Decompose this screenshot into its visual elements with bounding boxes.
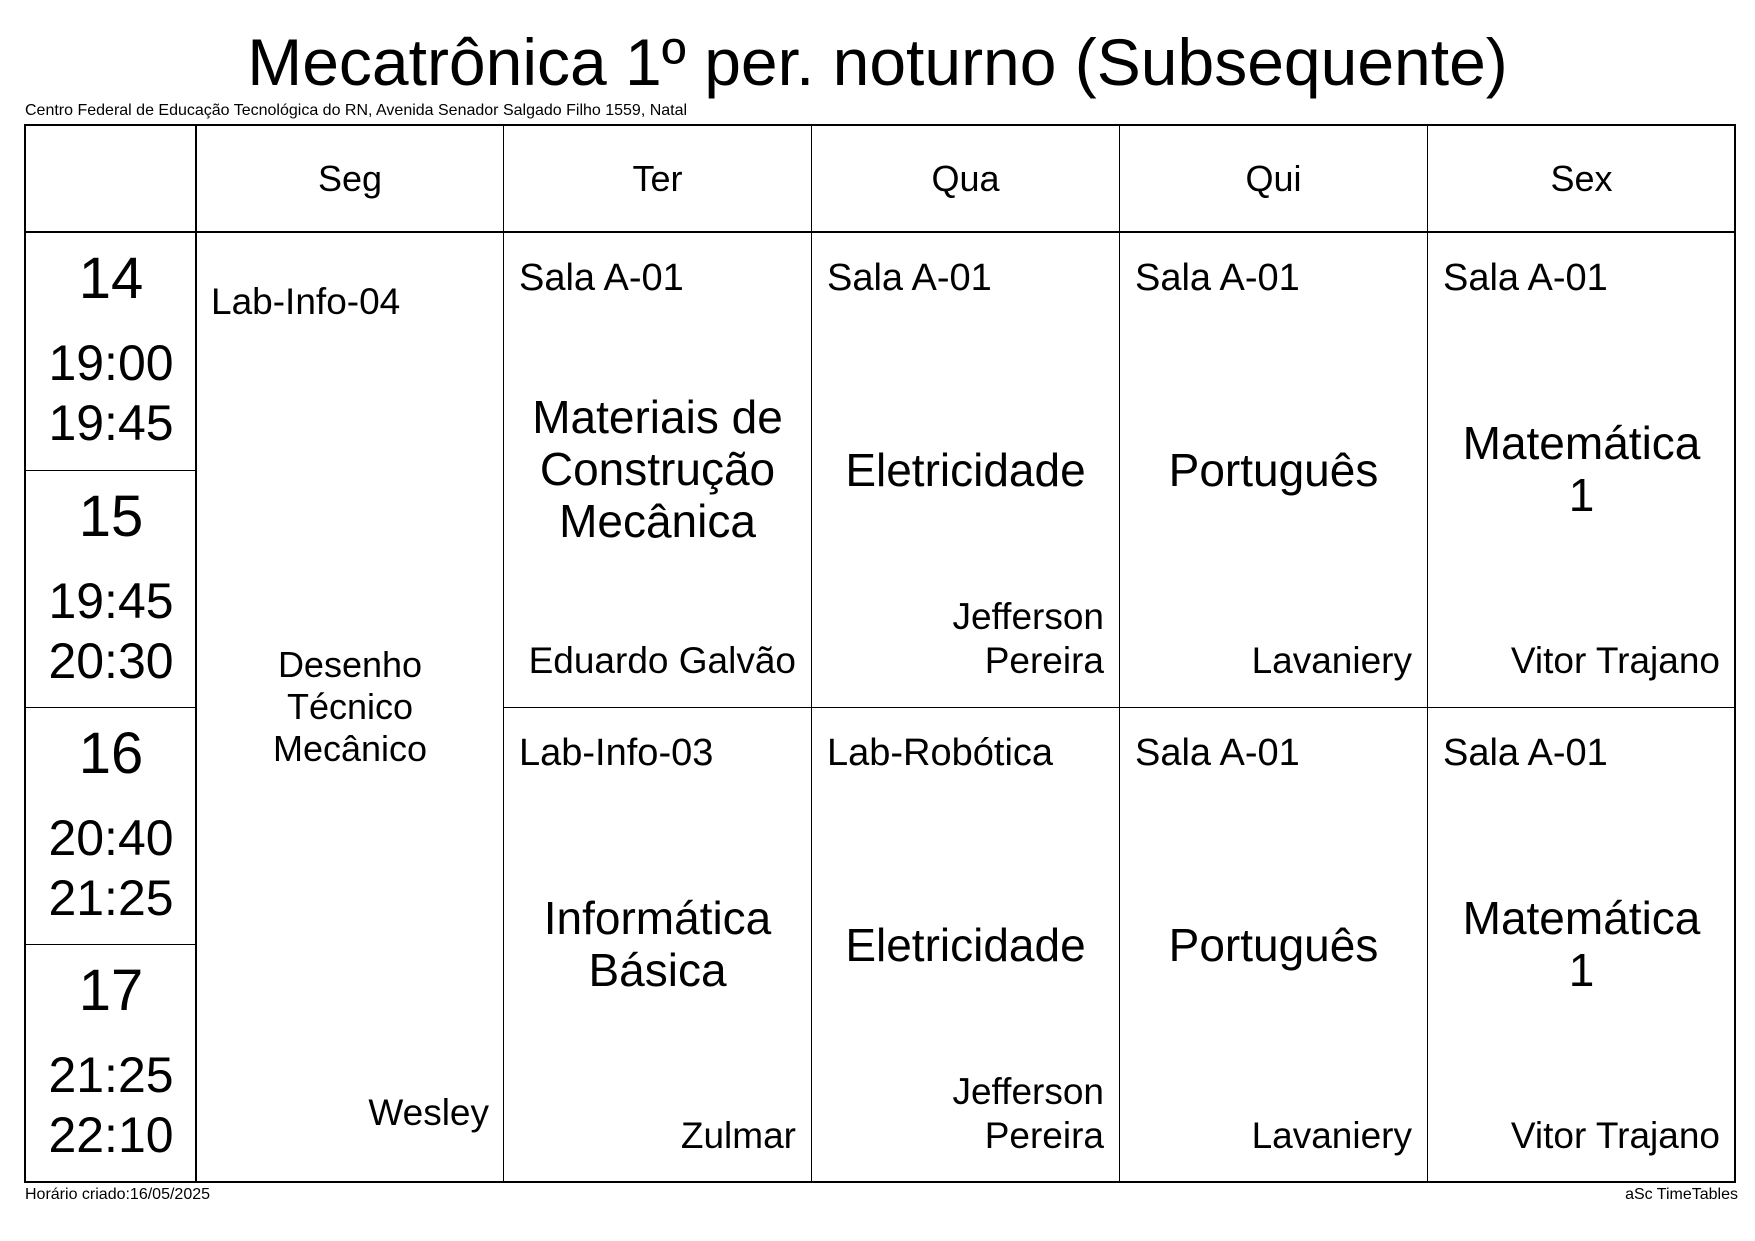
lesson-teacher	[812, 1070, 1104, 1158]
software-credit: aSc TimeTables	[1625, 1186, 1738, 1203]
subject-line: Eletricidade	[845, 444, 1086, 496]
subject-line: Mecânica	[559, 495, 756, 547]
lesson-subject	[1120, 919, 1427, 971]
day-header-qui: Qui	[1245, 158, 1302, 199]
lesson-subject	[812, 919, 1119, 971]
lesson-teacher	[1120, 1114, 1412, 1158]
subject-line: 1	[1568, 469, 1595, 521]
period-number: 17	[78, 958, 144, 1023]
subject-line: Materiais de	[532, 391, 783, 443]
lesson-room: Sala A-01	[519, 257, 684, 299]
day-header-sex: Sex	[1550, 158, 1613, 199]
lesson-subject	[197, 644, 503, 770]
teacher-line: Jefferson	[952, 596, 1104, 637]
creation-date: Horário criado:16/05/2025	[25, 1186, 211, 1203]
lesson-teacher	[812, 595, 1104, 683]
subject-line: Mecânico	[272, 728, 428, 769]
period-14	[26, 233, 196, 470]
teacher-line: Eduardo Galvão	[528, 640, 796, 681]
lesson-teacher	[1428, 639, 1720, 683]
teacher-line: Pereira	[984, 1115, 1104, 1156]
subject-line: Eletricidade	[845, 919, 1086, 971]
lesson-teacher	[504, 1114, 796, 1158]
lesson-subject	[1428, 417, 1735, 521]
subject-line: Matemática	[1462, 417, 1701, 469]
lesson-room: Lab-Info-03	[519, 732, 714, 774]
period-15	[26, 471, 196, 707]
lesson-divider-ter-sex	[503, 707, 1735, 708]
day-header-qua: Qua	[931, 158, 1000, 199]
period-17	[26, 945, 196, 1181]
day-header-ter: Ter	[632, 158, 683, 199]
lesson-subject	[1428, 892, 1735, 996]
period-number: 14	[78, 246, 144, 311]
lesson-room: Sala A-01	[1135, 257, 1300, 299]
lesson-room: Sala A-01	[1443, 732, 1608, 774]
teacher-line: Zulmar	[680, 1115, 796, 1156]
period-end-time: 19:45	[48, 395, 174, 451]
page-title: Mecatrônica 1º per. noturno (Subsequente)	[247, 25, 1508, 99]
period-end-time: 22:10	[48, 1107, 174, 1163]
lesson-teacher	[504, 639, 796, 683]
period-number: 15	[78, 484, 144, 549]
subject-line: Matemática	[1462, 892, 1701, 944]
teacher-line: Jefferson	[952, 1071, 1104, 1112]
lesson-teacher	[1428, 1114, 1720, 1158]
teacher-line: Lavaniery	[1251, 1115, 1412, 1156]
period-start-time: 19:45	[48, 573, 174, 629]
subject-line: Desenho	[277, 644, 423, 685]
lesson-room: Sala A-01	[827, 257, 992, 299]
teacher-line: Lavaniery	[1251, 640, 1412, 681]
lesson-room: Lab-Robótica	[827, 732, 1054, 774]
teacher-line: Vitor Trajano	[1510, 640, 1720, 681]
period-start-time: 20:40	[48, 810, 174, 866]
period-start-time: 21:25	[48, 1047, 174, 1103]
lesson-room: Lab-Info-04	[211, 281, 401, 322]
lesson-room: Sala A-01	[1135, 732, 1300, 774]
period-start-time: 19:00	[48, 335, 174, 391]
subject-line: Técnico	[286, 686, 414, 727]
subject-line: 1	[1568, 944, 1595, 996]
period-16	[26, 708, 196, 944]
lesson-subject	[1120, 444, 1427, 496]
institution-address: Centro Federal de Educação Tecnológica do RN, Avenida Senador Salgado Filho 1559, Natal	[25, 102, 688, 119]
lesson-room: Sala A-01	[1443, 257, 1608, 299]
lesson-subject	[504, 892, 811, 996]
period-end-time: 20:30	[48, 633, 174, 689]
day-header-seg: Seg	[317, 158, 383, 199]
lesson-subject	[504, 391, 811, 547]
period-number: 16	[78, 721, 144, 786]
subject-line: Português	[1168, 444, 1379, 496]
subject-line: Informática	[543, 892, 772, 944]
lesson-teacher	[1120, 639, 1412, 683]
teacher-line: Pereira	[984, 640, 1104, 681]
subject-line: Português	[1168, 919, 1379, 971]
lesson-teacher: Wesley	[368, 1092, 489, 1133]
subject-line: Construção	[539, 443, 776, 495]
subject-line: Básica	[588, 944, 727, 996]
lesson-subject	[812, 444, 1119, 496]
teacher-line: Vitor Trajano	[1510, 1115, 1720, 1156]
period-end-time: 21:25	[48, 870, 174, 926]
